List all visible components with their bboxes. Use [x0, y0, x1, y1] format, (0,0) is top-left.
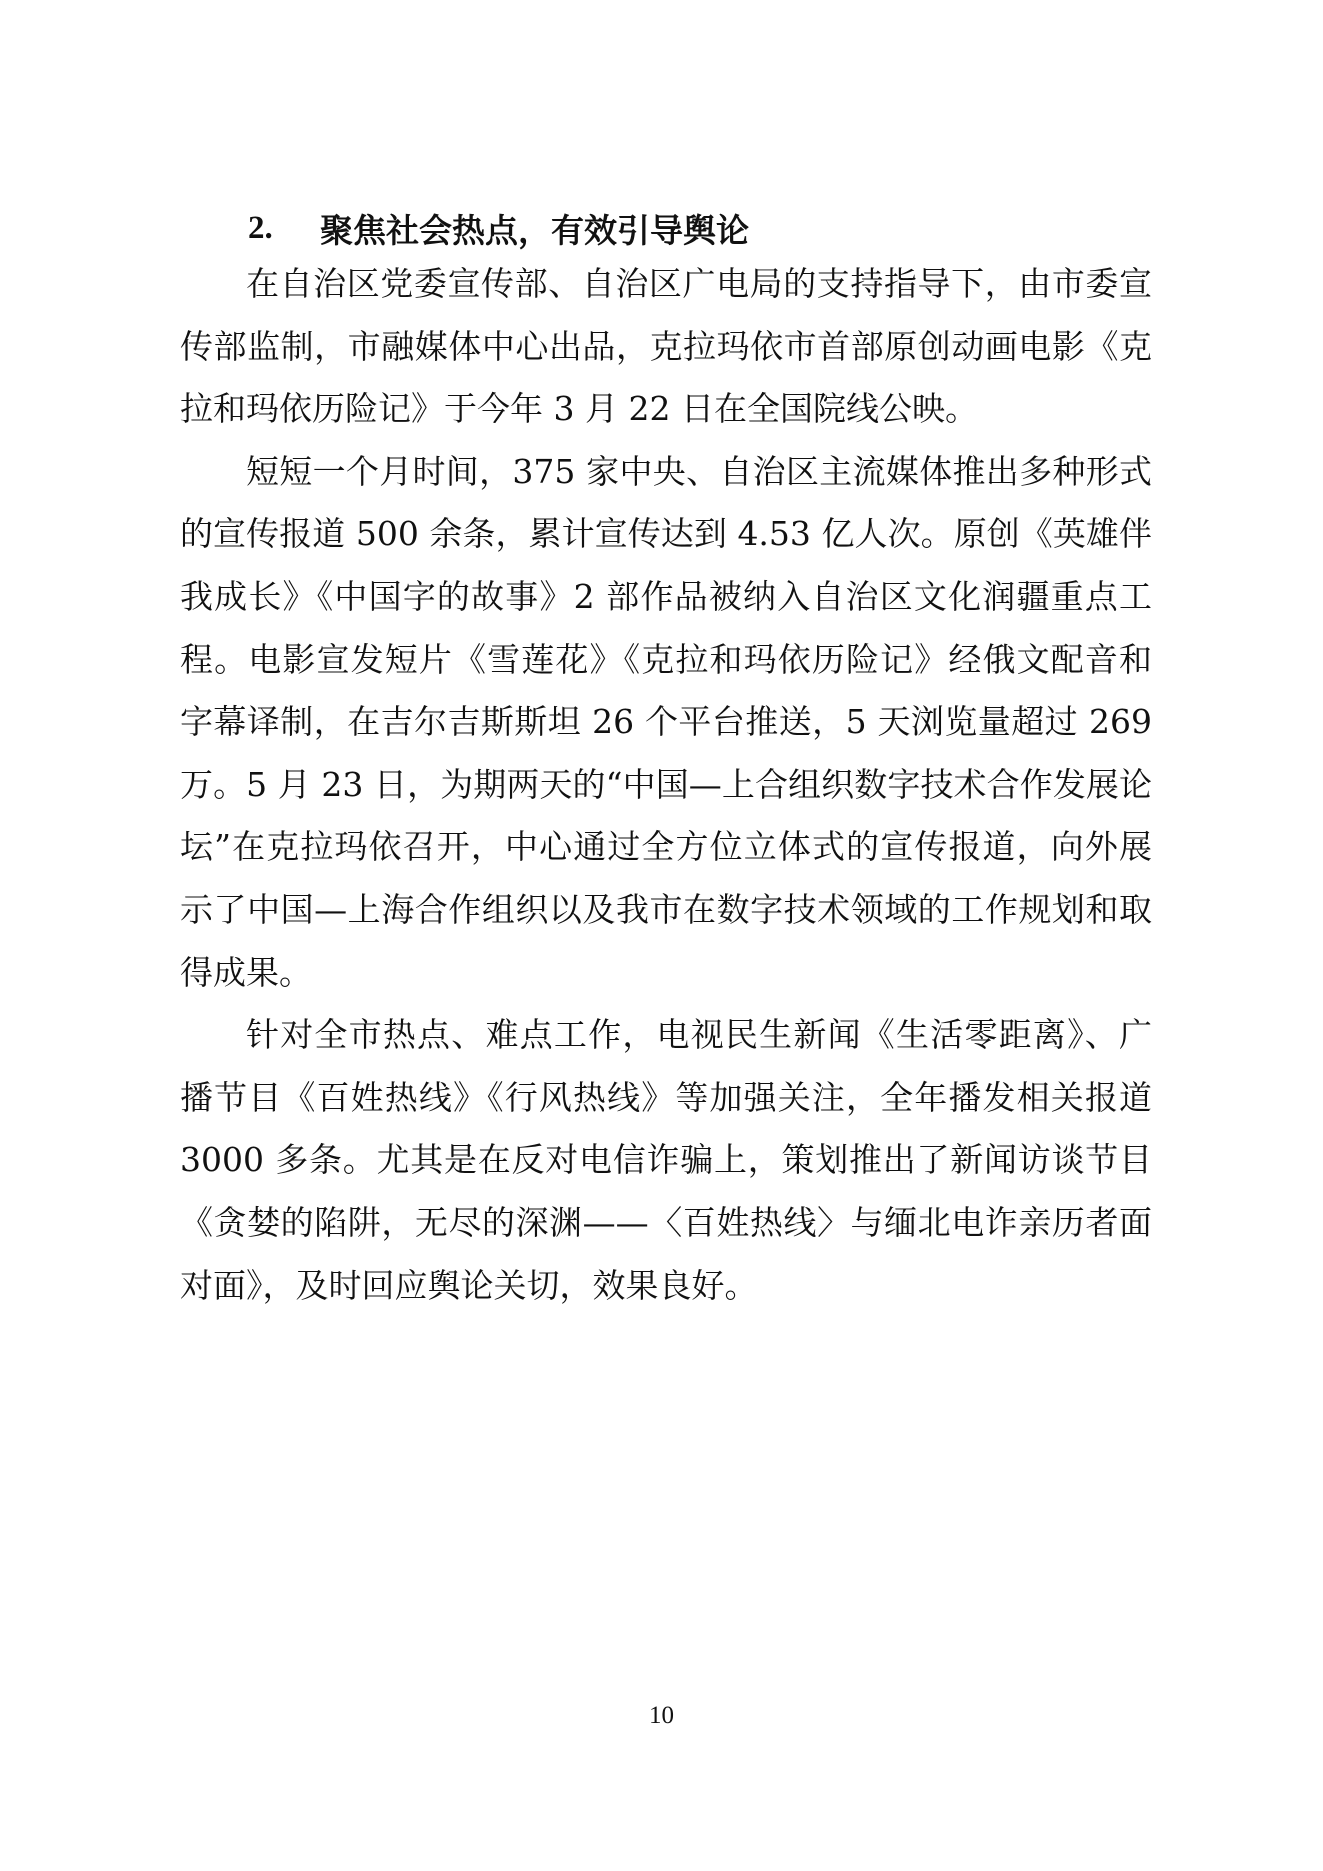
section-heading [248, 203, 749, 253]
body-text [180, 253, 1152, 1317]
section-title: 聚焦社会热点，有效引导舆论 [320, 210, 749, 250]
paragraph-hotspot-reporting: 针对全市热点、难点工作，电视民生新闻《生活零距离》、广播节目《百姓热线》《行风热线》等加强关注，全年播发相关报道 3000 多条。尤其是在反对电信诈骗上，策划推出了新闻访谈节目《贪婪的陷阱，无尽的深渊——〈百姓热线〉与缅北电诈亲历者面对面》，及时回应舆论关切，效果良好。 [180, 1015, 1152, 1305]
page-number: 10 [649, 1702, 674, 1729]
paragraph-film-release: 在自治区党委宣传部、自治区广电局的支持指导下，由市委宣传部监制，市融媒体中心出品，克拉玛依市首部原创动画电影《克拉和玛依历险记》于今年 3 月 22 日在全国院线公映。 [180, 264, 1152, 429]
section-number: 2. [248, 209, 273, 246]
paragraph-media-coverage: 短短一个月时间，375 家中央、自治区主流媒体推出多种形式的宣传报道 500 余条，累计宣传达到 4.53 亿人次。原创《英雄伴我成长》《中国字的故事》2 部作品被纳入自治区文化润疆重点工程。电影宣发短片《雪莲花》《克拉和玛依历险记》经俄文配音和字幕译制，在吉尔吉斯斯坦 26 个平台推送，5 天浏览量超过 269 万。5 月 23 日，为期两天的“中国—上合组织数字技术合作发展论坛”在克拉玛依召开，中心通过全方位立体式的宣传报道，向外展示了中国—上海合作组织以及我市在数字技术领域的工作规划和取得成果。 [180, 451, 1152, 992]
